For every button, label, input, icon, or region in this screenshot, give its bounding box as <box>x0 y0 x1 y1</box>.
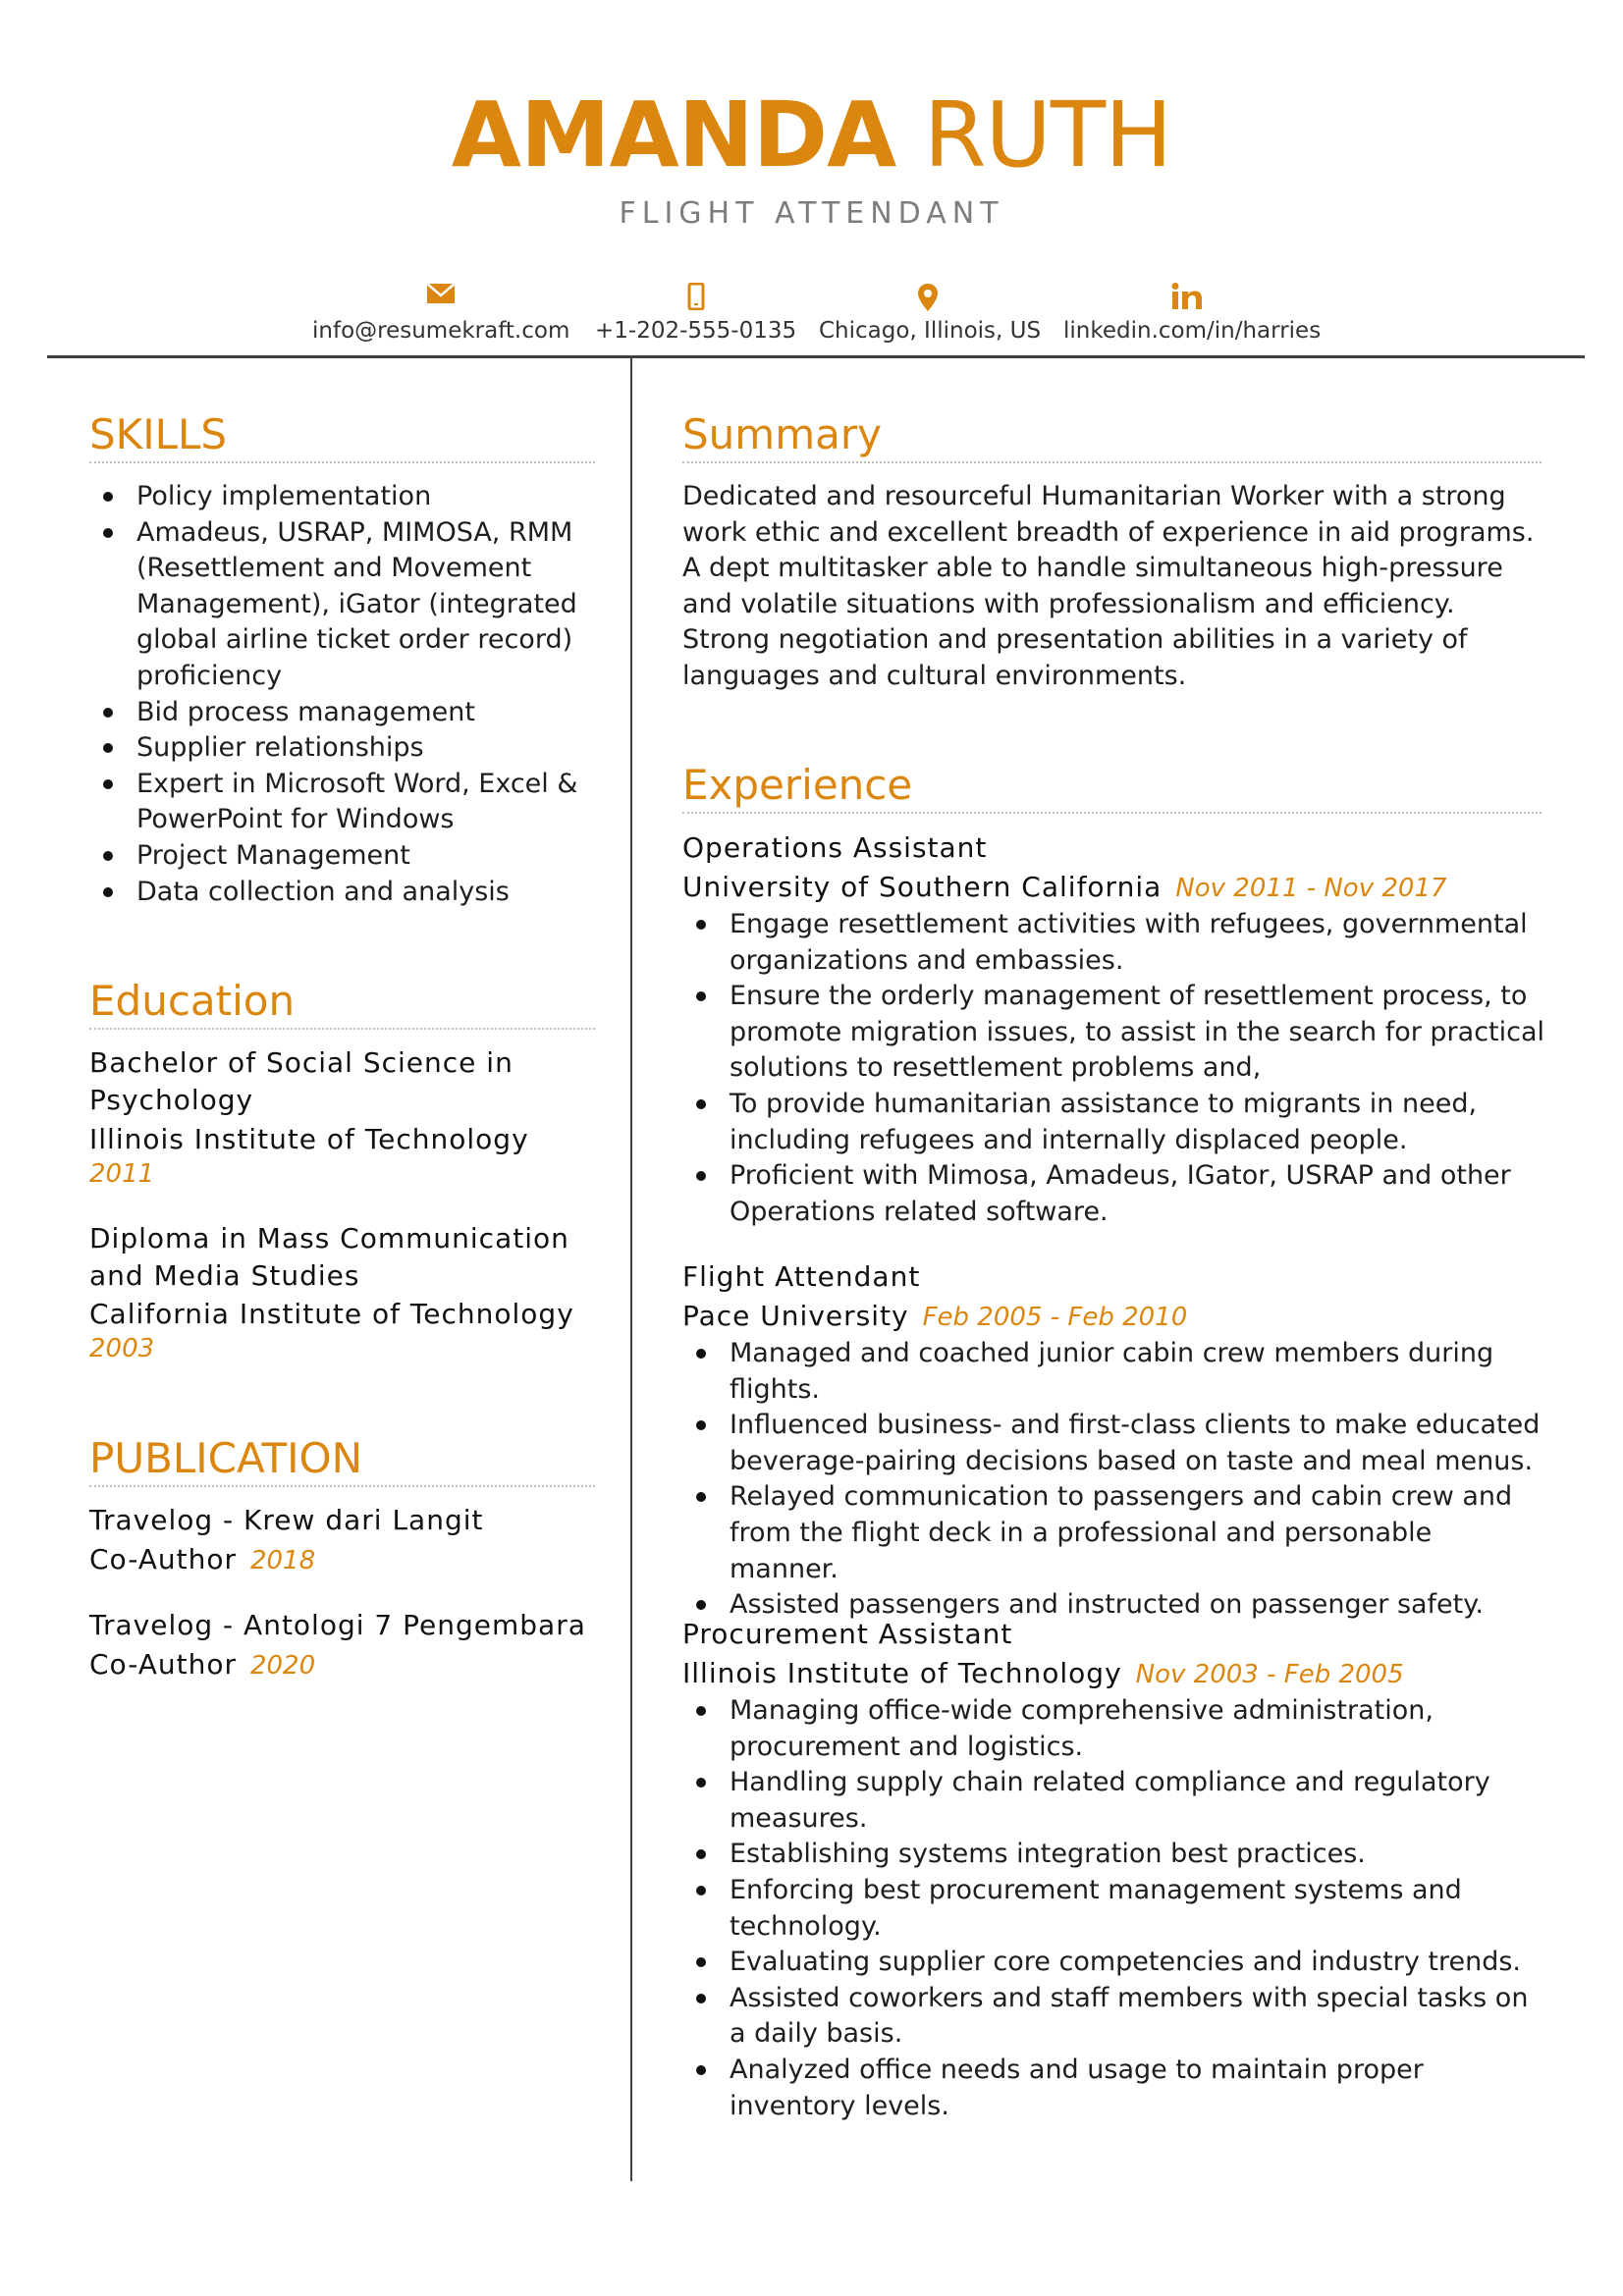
summary-heading: Summary <box>682 410 882 458</box>
header-divider <box>47 355 1585 358</box>
contact-location <box>819 283 1042 351</box>
location-text: Chicago, Illinois, US <box>819 318 1042 344</box>
job-dates: Nov 2003 - Feb 2005 <box>1135 1660 1404 1689</box>
phone-icon <box>595 283 796 316</box>
job-dates: Feb 2005 - Feb 2010 <box>922 1303 1188 1332</box>
list-item: Influenced business- and first-class clients to make educated beverage-pairing decisions based on taste and meal menus. <box>682 1408 1546 1479</box>
list-item: Bid process management <box>89 695 590 731</box>
list-item: Policy implementation <box>89 479 590 515</box>
job-company: Pace University <box>682 1300 909 1332</box>
job-company-line <box>682 1655 1546 1693</box>
education-degree: Bachelor of Social Science in Psychology <box>89 1046 514 1116</box>
location-icon <box>819 283 1037 316</box>
job-bullets <box>682 1336 1546 1624</box>
list-item: Amadeus, USRAP, MIMOSA, RMM (Resettlement and Movement Management), iGator (integrated global airline ticket order record) proficiency <box>89 515 590 695</box>
job-role: Procurement Assistant <box>682 1618 1013 1650</box>
list-item: Ensure the orderly management of resettlement process, to promote migration issues, to assist in the search for practical solutions to resettlement problems and, <box>682 979 1546 1087</box>
list-item: Managed and coached junior cabin crew members during flights. <box>682 1336 1546 1408</box>
job-company-line <box>682 869 1546 907</box>
education-school: Illinois Institute of Technology <box>89 1123 529 1155</box>
publication-role-text: Co-Author <box>89 1648 237 1681</box>
list-item: To provide humanitarian assistance to migrants in need, including refugees and internally displaced people. <box>682 1087 1546 1158</box>
job-title: FLIGHT ATTENDANT <box>619 196 1004 231</box>
skills-heading: SKILLS <box>89 410 228 458</box>
job-role: Operations Assistant <box>682 831 988 864</box>
list-item: Handling supply chain related compliance and regulatory measures. <box>682 1765 1546 1837</box>
email-icon <box>312 283 569 316</box>
summary-text: Dedicated and resourceful Humanitarian Worker with a strong work ethic and excellent breadth of experience in aid programs. A dept multitasker able to handle simultaneous high-pressure and volatile situations with professionalism and efficiency. Strong negotiation and presentation abilities in a variety of languages and cultural environments. <box>682 481 1535 691</box>
education-year: 2011 <box>89 1159 155 1189</box>
education-year: 2003 <box>89 1334 155 1363</box>
list-item: Analyzed office needs and usage to maintain proper inventory levels. <box>682 2053 1546 2124</box>
job-company: Illinois Institute of Technology <box>682 1657 1122 1689</box>
list-item: Data collection and analysis <box>89 875 590 911</box>
candidate-name <box>0 82 1623 187</box>
list-item: Expert in Microsoft Word, Excel & PowerPoint for Windows <box>89 767 590 838</box>
skills-list <box>89 479 590 910</box>
list-item: Assisted coworkers and staff members with special tasks on a daily basis. <box>682 1981 1546 2053</box>
last-name: RUTH <box>923 82 1172 187</box>
contact-email[interactable] <box>312 283 569 351</box>
education-degree: Diploma in Mass Communication and Media Studies <box>89 1222 569 1292</box>
list-item: Relayed communication to passengers and cabin crew and from the flight deck in a professional and personable manner. <box>682 1479 1546 1587</box>
summary-divider <box>682 461 1542 463</box>
experience-divider <box>682 812 1542 814</box>
education-heading: Education <box>89 977 296 1025</box>
email-text: info@resumekraft.com <box>312 318 570 344</box>
publication-divider <box>89 1485 595 1487</box>
column-divider <box>630 358 632 2181</box>
contact-phone[interactable] <box>595 283 796 351</box>
list-item: Project Management <box>89 838 590 875</box>
list-item: Managing office-wide comprehensive administration, procurement and logistics. <box>682 1693 1546 1765</box>
publication-year: 2018 <box>249 1546 316 1575</box>
job-company: University of Southern California <box>682 871 1163 903</box>
list-item: Supplier relationships <box>89 730 590 767</box>
first-name: AMANDA <box>451 82 896 187</box>
publication-name: Travelog - Krew dari Langit <box>89 1504 484 1536</box>
linkedin-icon <box>1063 283 1311 316</box>
list-item: Proficient with Mimosa, Amadeus, IGator, USRAP and other Operations related software. <box>682 1158 1546 1230</box>
publication-role-text: Co-Author <box>89 1543 237 1575</box>
job-dates: Nov 2011 - Nov 2017 <box>1175 874 1447 903</box>
job-role: Flight Attendant <box>682 1260 921 1293</box>
linkedin-text: linkedin.com/in/harries <box>1063 318 1322 344</box>
education-school: California Institute of Technology <box>89 1298 574 1330</box>
education-divider <box>89 1028 595 1030</box>
list-item: Enforcing best procurement management systems and technology. <box>682 1873 1546 1945</box>
job-company-line <box>682 1298 1546 1336</box>
job-bullets <box>682 1693 1546 2124</box>
job-bullets <box>682 907 1546 1230</box>
publication-role <box>89 1541 624 1579</box>
list-item: Assisted passengers and instructed on passenger safety. <box>682 1587 1546 1624</box>
publication-year: 2020 <box>249 1651 316 1681</box>
list-item: Evaluating supplier core competencies and industry trends. <box>682 1945 1546 1981</box>
publication-name: Travelog - Antologi 7 Pengembara <box>89 1609 586 1641</box>
publication-heading: PUBLICATION <box>89 1434 362 1482</box>
list-item: Engage resettlement activities with refugees, governmental organizations and embassies. <box>682 907 1546 979</box>
phone-text: +1-202-555-0135 <box>595 318 797 344</box>
list-item: Establishing systems integration best practices. <box>682 1837 1546 1873</box>
skills-divider <box>89 461 595 463</box>
publication-role <box>89 1646 624 1684</box>
contact-linkedin[interactable] <box>1063 283 1322 351</box>
experience-heading: Experience <box>682 761 913 809</box>
